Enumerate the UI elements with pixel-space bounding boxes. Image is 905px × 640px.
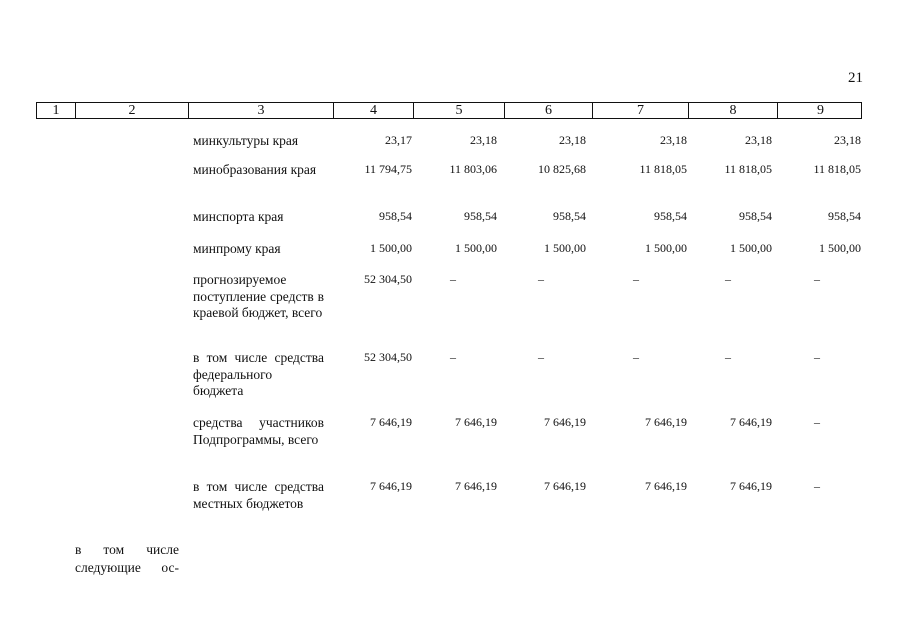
value-cell: 958,54: [553, 209, 586, 223]
value-cell-dash: –: [814, 415, 820, 429]
value-cell: 11 818,05: [724, 162, 772, 176]
value-cell: 7 646,19: [370, 479, 412, 493]
value-cell: 7 646,19: [730, 415, 772, 429]
value-cell: 23,18: [660, 133, 687, 147]
value-cell: 23,18: [559, 133, 586, 147]
value-cell: 7 646,19: [544, 415, 586, 429]
row-label: минспорта края: [193, 209, 284, 224]
value-cell: 1 500,00: [370, 241, 412, 255]
value-cell: 1 500,00: [730, 241, 772, 255]
value-cell: 7 646,19: [645, 479, 687, 493]
value-cell: 958,54: [828, 209, 861, 223]
value-cell: 7 646,19: [455, 415, 497, 429]
row-label: в том числе средства федерального бюджета: [193, 350, 324, 398]
value-cell: 23,18: [745, 133, 772, 147]
value-cell: 52 304,50: [364, 272, 412, 286]
value-cell: 1 500,00: [455, 241, 497, 255]
value-cell: 11 818,05: [639, 162, 687, 176]
header-cell-2: 2: [75, 103, 188, 118]
value-cell: 11 794,75: [364, 162, 412, 176]
header-cell-6: 6: [504, 103, 592, 118]
value-cell: 958,54: [739, 209, 772, 223]
header-cell-8: 8: [688, 103, 777, 118]
value-cell: 1 500,00: [544, 241, 586, 255]
header-cell-3: 3: [188, 103, 333, 118]
value-cell: 958,54: [379, 209, 412, 223]
value-cell: 23,18: [834, 133, 861, 147]
value-cell-dash: –: [538, 350, 544, 364]
row-label: минобразования края: [193, 162, 317, 177]
row-label: минпрому края: [193, 241, 281, 256]
value-cell-dash: –: [814, 479, 820, 493]
value-cell-dash: –: [814, 350, 820, 364]
row-label: минкультуры края: [193, 133, 299, 148]
value-cell-dash: –: [538, 272, 544, 286]
value-cell-dash: –: [633, 350, 639, 364]
page-number: 21: [848, 70, 863, 86]
header-cell-5: 5: [413, 103, 504, 118]
table-header-row: [36, 102, 862, 119]
value-cell: 7 646,19: [730, 479, 772, 493]
value-cell: 7 646,19: [455, 479, 497, 493]
value-cell: 11 818,05: [813, 162, 861, 176]
header-cell-9: 9: [777, 103, 863, 118]
header-cell-1: 1: [52, 103, 60, 118]
value-cell: 10 825,68: [538, 162, 586, 176]
value-cell: 52 304,50: [364, 350, 412, 364]
value-cell-dash: –: [633, 272, 639, 286]
value-cell: 1 500,00: [645, 241, 687, 255]
left-column-note: в том числе следующие ос-: [75, 542, 179, 575]
value-cell: 7 646,19: [370, 415, 412, 429]
value-cell: 11 803,06: [449, 162, 497, 176]
header-cell-4: 4: [333, 103, 413, 118]
row-label: средства участников Подпрограммы, всего: [193, 415, 324, 447]
value-cell: 7 646,19: [544, 479, 586, 493]
value-cell-dash: –: [725, 350, 731, 364]
value-cell: 23,18: [470, 133, 497, 147]
header-cell-7: 7: [592, 103, 688, 118]
value-cell: 958,54: [464, 209, 497, 223]
value-cell-dash: –: [725, 272, 731, 286]
row-label: в том числе средства местных бюджетов: [193, 479, 324, 511]
value-cell-dash: –: [450, 350, 456, 364]
value-cell-dash: –: [450, 272, 456, 286]
value-cell: 958,54: [654, 209, 687, 223]
value-cell-dash: –: [814, 272, 820, 286]
row-label: прогнозируемое поступление средств в краевой бюджет, всего: [193, 272, 324, 320]
value-cell: 7 646,19: [645, 415, 687, 429]
value-cell: 1 500,00: [819, 241, 861, 255]
value-cell: 23,17: [385, 133, 412, 147]
